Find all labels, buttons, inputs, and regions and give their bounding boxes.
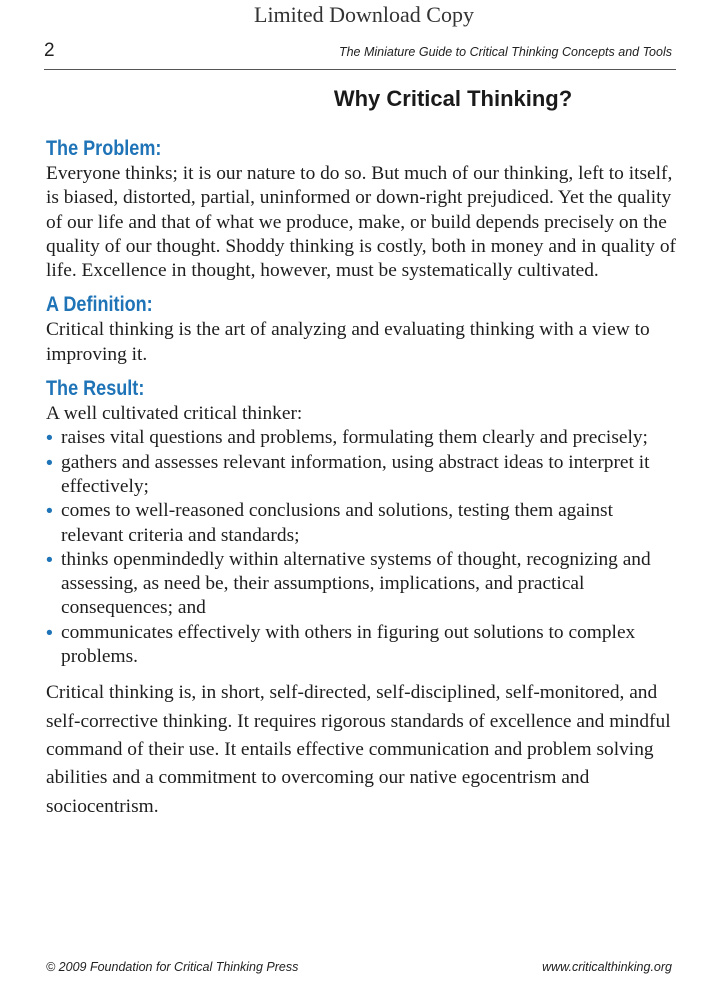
running-header: The Miniature Guide to Critical Thinking Concepts and Tools xyxy=(338,45,672,59)
page-title: Why Critical Thinking? xyxy=(333,86,573,111)
bullet-icon: • xyxy=(46,451,53,474)
result-heading: The Result: xyxy=(46,377,145,401)
definition-heading: A Definition: xyxy=(46,293,153,317)
result-bullet-list xyxy=(46,426,678,669)
result-intro: A well cultivated critical thinker: xyxy=(46,403,303,425)
header-divider xyxy=(44,69,676,70)
list-item-text: communicates effectively with others in figuring out solutions to complex problems. xyxy=(61,621,636,668)
summary-paragraph: Critical thinking is, in short, self-directed, self-disciplined, self-monitored, and self-corrective thinking. It requires rigorous standards of excellence and mindful command of their use. It entails effective communication and problem solving abilities and a commitment to overcoming our native egocentrism and sociocentrism. xyxy=(46,682,671,817)
problem-paragraph: Everyone thinks; it is our nature to do so. But much of our thinking, left to itself, is biased, distorted, partial, uninformed or down-right prejudiced. Yet the quality of our life and that of what we produce, make, or build depends precisely on the quality of our thought. Shoddy thinking is costly, both in money and in quality of life. Excellence in thought, however, must be systematically cultivated. xyxy=(46,163,676,282)
list-item xyxy=(46,451,678,500)
bullet-icon: • xyxy=(46,500,53,523)
footer-website-link[interactable]: www.criticalthinking.org xyxy=(542,960,672,974)
bullet-icon: • xyxy=(46,427,53,450)
bullet-icon: • xyxy=(46,548,53,571)
list-item-text: gathers and assesses relevant information, using abstract ideas to interpret it effectively; xyxy=(61,451,650,497)
watermark: Limited Download Copy xyxy=(254,2,474,27)
list-item-text: comes to well-reasoned conclusions and solutions, testing them against relevant criteria and standards; xyxy=(61,500,613,546)
list-item xyxy=(46,499,678,548)
bullet-icon: • xyxy=(46,621,53,644)
definition-paragraph: Critical thinking is the art of analyzing and evaluating thinking with a view to improving it. xyxy=(46,319,650,365)
problem-heading: The Problem: xyxy=(46,137,162,160)
list-item xyxy=(46,621,678,670)
list-item xyxy=(46,548,678,621)
list-item-text: raises vital questions and problems, formulating them clearly and precisely; xyxy=(61,427,648,449)
page-content xyxy=(46,136,678,821)
page-number: 2 xyxy=(44,40,55,61)
list-item-text: thinks openmindedly within alternative systems of thought, recognizing and assessing, as need be, their assumptions, implications, and practical consequences; and xyxy=(61,548,651,619)
list-item xyxy=(46,426,678,450)
footer-copyright: © 2009 Foundation for Critical Thinking Press xyxy=(46,960,299,974)
